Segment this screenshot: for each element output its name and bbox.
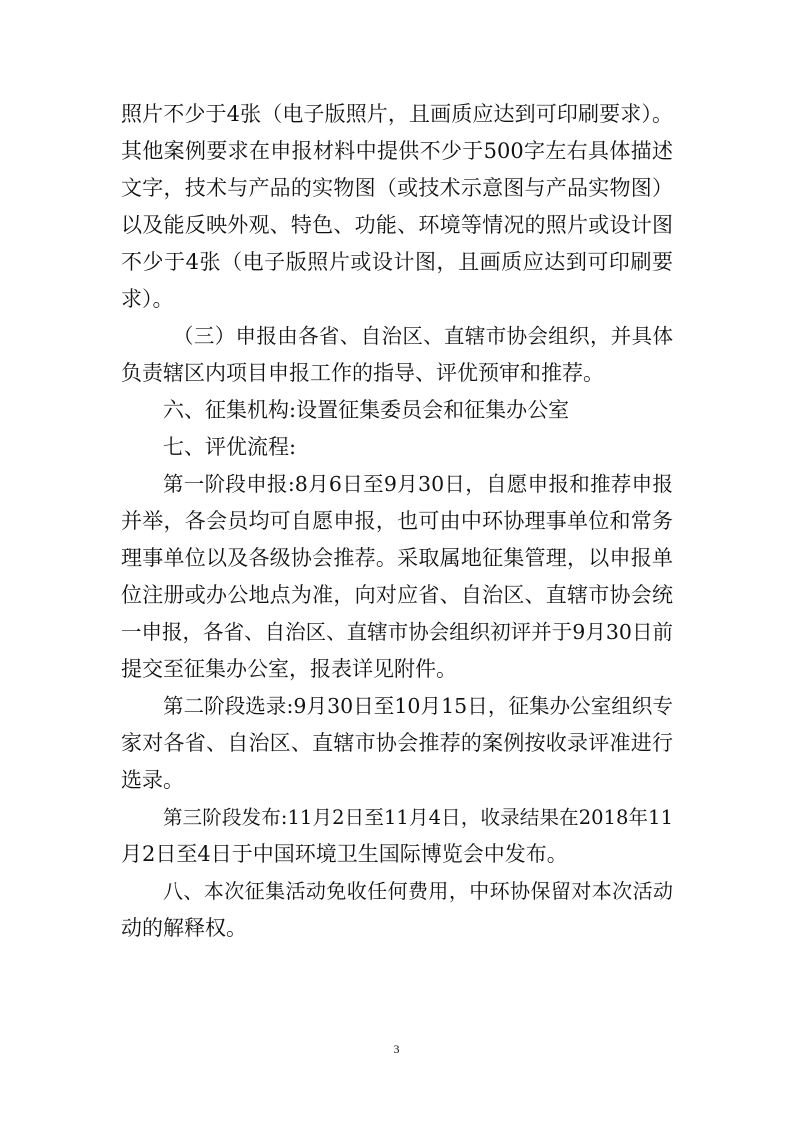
text-line: 照片不少于4张（电子版照片，且画质应达到可印刷要求）。 [121,102,673,126]
text-line: 位注册或办公地点为准，向对应省、自治区、直辖市协会统 [121,583,673,607]
text-line: 求）。 [121,287,174,311]
text-line: 月2日至4日于中国环境卫生国际博览会中发布。 [121,842,568,866]
text-line: 以及能反映外观、特色、功能、环境等情况的照片或设计图 [121,213,673,237]
text-line: 提交至征集办公室，报表详见附件。 [121,657,457,681]
section-heading: 六、征集机构:设置征集委员会和征集办公室 [163,398,570,422]
document-body [121,96,673,947]
text-line: 第二阶段选录:9月30日至10月15日，征集办公室组织专 [163,694,673,718]
section-heading: 七、评优流程: [163,435,297,459]
text-line: 负责辖区内项目申报工作的指导、评优预审和推荐。 [121,361,604,385]
text-line: 理事单位以及各级协会推荐。采取属地征集管理，以申报单 [121,546,673,570]
text-line: 第三阶段发布:11月2日至11月4日，收录结果在2018年11 [163,806,673,829]
text-line: 家对各省、自治区、直辖市协会推荐的案例按收录评准进行 [121,731,673,755]
text-line: 并举，各会员均可自愿申报，也可由中环协理事单位和常务 [121,509,673,533]
text-line: 第一阶段申报:8月6日至9月30日，自愿申报和推荐申报 [163,472,673,496]
text-line: （三）申报由各省、自治区、直辖市协会组织，并具体 [173,324,673,348]
text-line: 选录。 [121,768,184,792]
text-line: 动的解释权。 [121,916,247,940]
text-line: 一申报，各省、自治区、直辖市协会组织初评并于9月30日前 [121,620,673,644]
page-number: 3 [393,1042,400,1056]
text-line: 其他案例要求在申报材料中提供不少于500字左右具体描述 [121,139,673,163]
text-line: 不少于4张（电子版照片或设计图，且画质应达到可印刷要 [121,250,673,274]
section-heading: 八、本次征集活动免收任何费用，中环协保留对本次活动 [163,879,673,903]
text-line: 文字，技术与产品的实物图（或技术示意图与产品实物图） [121,176,673,200]
